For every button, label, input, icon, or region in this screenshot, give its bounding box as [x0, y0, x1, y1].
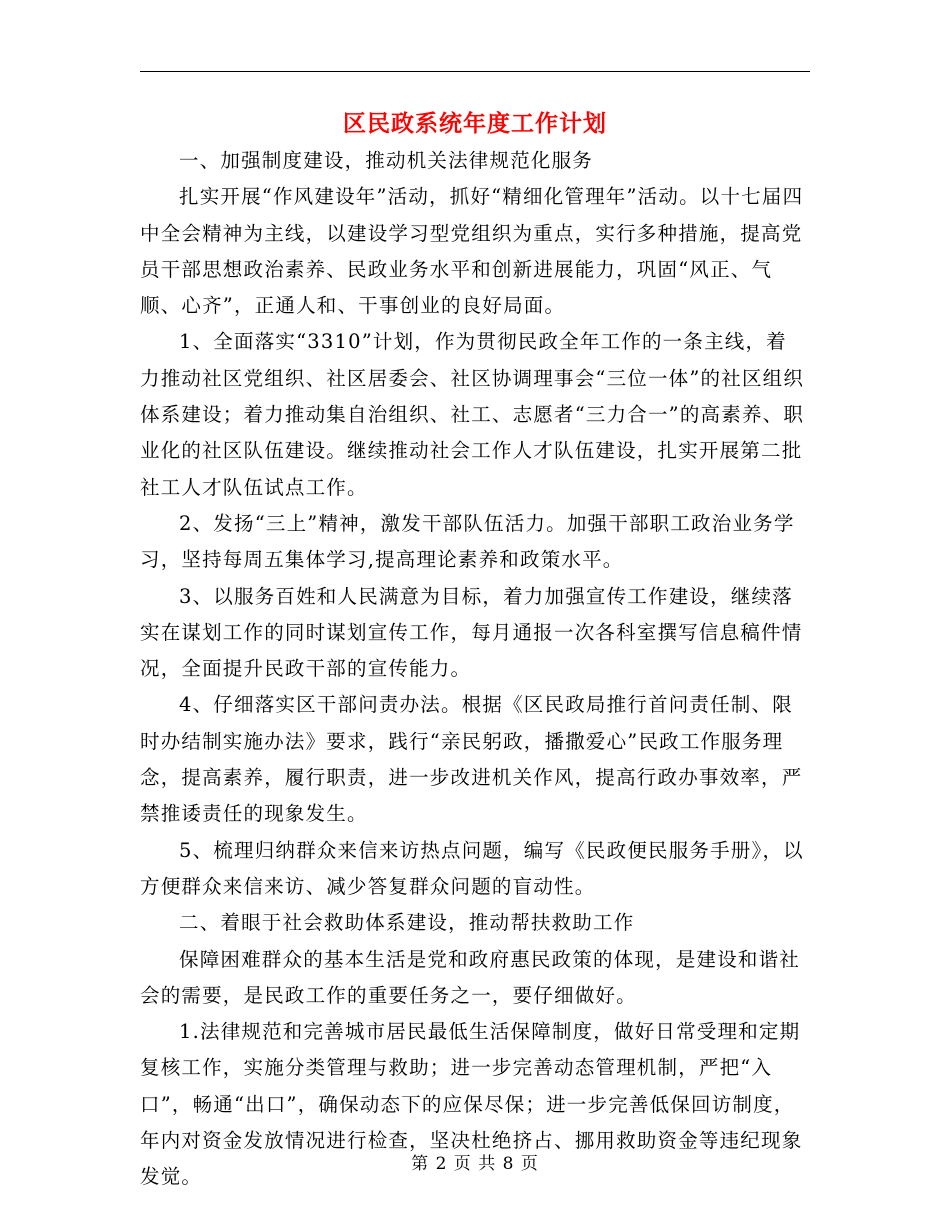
body-paragraph: 1、全面落实“3310”计划，作为贯彻民政全年工作的一条主线，着力推动社区党组织、社区居委会、社区协调理事会“三位一体”的社区组织体系建设；着力推动集自治组织、社工、志愿者“三力合一”的高素养、职业化的社区队伍建设。继续推动社会工作人才队伍建设，扎实开展第二批社工人才队伍试点工作。 — [140, 330, 805, 499]
section-heading-2: 二、着眼于社会救助体系建设，推动帮扶救助工作 — [179, 911, 635, 935]
header-rule — [140, 71, 810, 72]
body-paragraph: 保障困难群众的基本生活是党和政府惠民政策的体现，是建设和谐社会的需要，是民政工作的重要任务之一，要仔细做好。 — [140, 947, 801, 1007]
page-number-footer: 第 2 页 共 8 页 — [411, 1154, 539, 1174]
body-paragraph: 2、发扬“三上”精神，激发干部队伍活力。加强干部职工政治业务学习，坚持每周五集体学习,提高理论素养和政策水平。 — [140, 511, 795, 572]
body-paragraph: 4、仔细落实区干部问责办法。根据《区民政局推行首问责任制、限时办结制实施办法》要求，践行“亲民躬政，播撒爱心”民政工作服务理念，提高素养，履行职责，进一步改进机关作风，提高行政办事效率，严禁推诿责任的现象发生。 — [140, 693, 803, 826]
body-paragraph: 1.法律规范和完善城市居民最低生活保障制度，做好日常受理和定期复核工作，实施分类管理与救助；进一步完善动态管理机制，严把“入口”，畅通“出口”，确保动态下的应保尽保；进一步完善低保回访制度，年内对资金发放情况进行检查，坚决杜绝挤占、挪用救助资金等违纪现象发觉。 — [140, 1020, 803, 1189]
document-title: 区民政系统年度工作计划 — [343, 110, 607, 137]
body-paragraph: 5、梳理归纳群众来信来访热点问题，编写《民政便民服务手册》，以方便群众来信来访、减少答复群众问题的盲动性。 — [140, 838, 804, 898]
section-heading-1: 一、加强制度建设，推动机关法律规范化服务 — [179, 149, 594, 172]
body-paragraph: 扎实开展“作风建设年”活动，抓好“精细化管理年”活动。以十七届四中全会精神为主线，以建设学习型党组织为重点，实行多种措施，提高党员干部思想政治素养、民政业务水平和创新进展能力，巩固“风正、气顺、心齐”，正通人和、干事创业的良好局面。 — [140, 185, 804, 318]
document-body — [140, 143, 806, 1196]
body-paragraph: 3、以服务百姓和人民满意为目标，着力加强宣传工作建设，继续落实在谋划工作的同时谋划宣传工作，每月通报一次各科室撰写信息稿件情况，全面提升民政干部的宣传能力。 — [140, 584, 803, 681]
